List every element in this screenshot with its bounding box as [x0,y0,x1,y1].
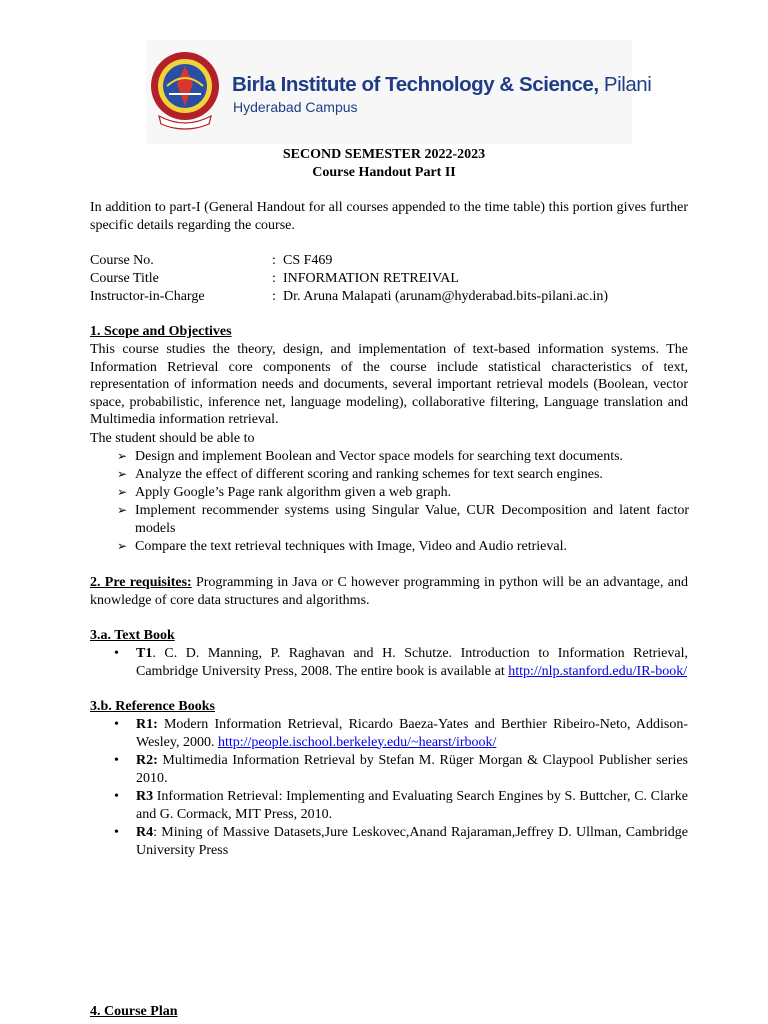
intro-paragraph: In addition to part-I (General Handout for all courses appended to the time table) this portion gives further specific details regarding the course. [90,200,688,233]
campus-name: Hyderabad Campus [233,99,358,115]
reference-text: Multimedia Information Retrieval by Stefan M. Rüger Morgan & Claypool Publisher series 2010. [136,753,688,786]
scope-paragraph: This course studies the theory, design, and implementation of text-based information systems. The Information Retrieval core components of the course include statistical characteristics of text, representation of information needs and documents, several important retrieval models (Boolean, vector space, probabilistic, inference net, language modeling), collaborative filtering, Language translation and Multimedia information retrieval. [90,342,688,427]
institute-name: Birla Institute of Technology & Science, Pilani [232,73,652,96]
arrow-bullet-icon: ➢ [117,467,128,481]
institute-header [146,40,652,144]
prereq-paragraph [90,574,688,609]
arrow-bullet-icon: ➢ [117,503,128,517]
bullet-dot-icon: • [114,717,119,732]
instructor-value: Dr. Aruna Malapati (arunam@hyderabad.bits-pilani.ac.in) [283,289,609,304]
reference-text: Modern Information Retrieval, Ricardo Baeza-Yates and Berthier Ribeiro-Neto, Addison-Wesley, 2000. [136,717,688,750]
semester-title: SECOND SEMESTER 2022-2023 [282,147,486,162]
arrow-bullet-icon: ➢ [117,485,128,499]
course-number-value: CS F469 [283,253,333,268]
prereq-heading: 2. Pre requisites: [90,575,192,590]
bullet-dot-icon: • [114,825,119,840]
bits-logo-icon [149,50,221,130]
textbook-tag: T1 [136,646,153,661]
reference-link[interactable]: http://people.ischool.berkeley.edu/~hearst/irbook/ [217,734,497,750]
course-title-sep: : [272,271,276,286]
course-number-sep: : [272,253,276,268]
bullet-dot-icon: • [114,753,119,768]
objective-text: Apply Google’s Page rank algorithm given a web graph. [135,485,452,500]
handout-title: Course Handout Part II [312,165,456,180]
objectives-lead: The student should be able to [90,431,255,446]
course-title-label: Course Title [90,271,159,286]
course-number-label: Course No. [90,253,154,268]
arrow-bullet-icon: ➢ [117,539,128,553]
reference-tag: R4 [136,825,154,840]
bullet-dot-icon: • [114,646,119,661]
reference-text: Information Retrieval: Implementing and Evaluating Search Engines by S. Buttcher, C. Clarke and G. Cormack, MIT Press, 2010. [136,789,688,822]
reference-text: : Mining of Massive Datasets,Jure Leskovec,Anand Rajaraman,Jeffrey D. Ullman, Cambridge University Press [136,825,688,858]
scope-heading: 1. Scope and Objectives [90,324,232,339]
objective-text: Analyze the effect of different scoring and ranking schemes for text search engines. [135,467,603,482]
objective-text: Compare the text retrieval techniques with Image, Video and Audio retrieval. [135,539,567,554]
references-heading: 3.b. Reference Books [90,699,215,714]
course-title-value: INFORMATION RETREIVAL [283,271,459,286]
course-plan-heading: 4. Course Plan [90,1004,178,1019]
objective-text: Design and implement Boolean and Vector space models for searching text documents. [135,449,624,464]
instructor-sep: : [272,289,276,304]
reference-tag: R1: [136,717,158,732]
objective-text: Implement recommender systems using Singular Value, CUR Decomposition and latent factor models [135,503,689,536]
textbook-heading: 3.a. Text Book [90,628,175,643]
bullet-dot-icon: • [114,789,119,804]
textbook-text: . C. D. Manning, P. Raghavan and H. Schutze. Introduction to Information Retrieval, Cambridge University Press, 2008. The entire book is available at [136,646,688,679]
reference-tag: R3 [136,789,154,804]
textbook-link[interactable]: http://nlp.stanford.edu/IR-book/ [508,663,688,679]
reference-tag: R2: [136,753,158,768]
instructor-label: Instructor-in-Charge [90,289,205,304]
arrow-bullet-icon: ➢ [117,449,128,463]
prereq-text: Programming in Java or C however programming in python will be an advantage, and knowledge of core data structures and algorithms. [90,575,688,608]
